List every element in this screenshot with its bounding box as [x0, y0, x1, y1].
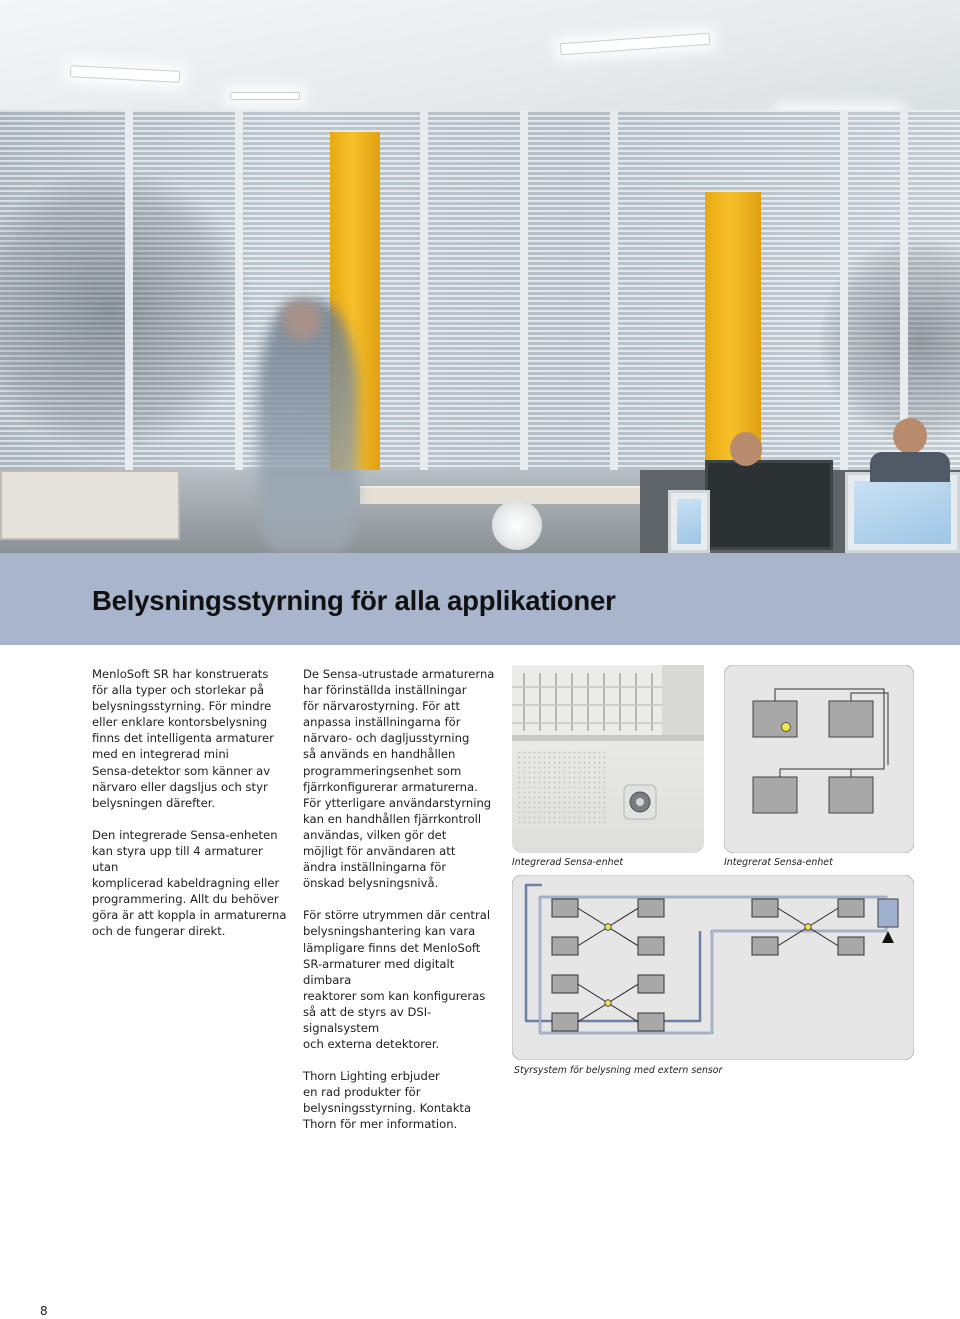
luminaire-box [838, 937, 864, 955]
blurred-person-head [282, 300, 322, 340]
ceiling-lamp [230, 92, 300, 100]
junction-dot [605, 1000, 611, 1006]
worker-head [893, 418, 927, 454]
page-number: 8 [40, 1304, 48, 1318]
luminaire-box [752, 899, 778, 917]
monitor-back [705, 460, 833, 550]
window-mullion [840, 110, 848, 490]
luminaire-caption: Integrerad Sensa-enhet [512, 857, 624, 868]
luminaire-box [638, 975, 664, 993]
luminaire-box [752, 937, 778, 955]
window-mullion [520, 110, 528, 490]
junction-dot [805, 924, 811, 930]
system-caption: Styrsystem för belysning med extern sensor [514, 1065, 723, 1076]
luminaire-box [552, 899, 578, 917]
luminaire-box [829, 701, 873, 737]
office-photo [0, 0, 960, 553]
paragraph: För större utrymmen där central belysningshantering kan vara lämpligare finns det MenloSoft SR-armaturer med digitalt dimbara reaktorer som kan konfigureras så att de styrs av DSI-signalsystem och externa detektorer. [303, 908, 491, 1052]
junction-dot [605, 924, 611, 930]
plotter-machine [0, 470, 180, 540]
worker-head [730, 432, 762, 466]
integrated-sensor-dot [782, 723, 791, 732]
paragraph: Thorn Lighting erbjuder en rad produkter för belysningsstyrning. Kontakta Thorn för mer information. [303, 1069, 472, 1132]
luminaire-figure [512, 665, 704, 853]
worker-body [870, 452, 950, 482]
grid-caption: Integrerat Sensa-enhet [724, 857, 833, 868]
luminaire-rim [512, 735, 704, 741]
luminaire-box [552, 975, 578, 993]
paragraph: Den integrerade Sensa-enheten kan styra upp till 4 armaturer utan komplicerad kabeldragning eller programmering. Allt du behöver göra är att koppla in armaturerna och de fungerar direkt. [92, 827, 287, 939]
text-column-middle [303, 666, 503, 1149]
computer-monitor [668, 490, 710, 553]
luminaire-box [638, 1013, 664, 1031]
luminaire-box [753, 701, 797, 737]
external-sensor-system-diagram [512, 875, 914, 1060]
computer-monitor [845, 472, 960, 553]
window-mullion [125, 110, 133, 490]
luminaire-box [638, 899, 664, 917]
desk-fan [492, 500, 542, 550]
window-mullion [610, 110, 618, 490]
luminaire-box [838, 899, 864, 917]
paragraph: MenloSoft SR har konstruerats för alla typer och storlekar på belysningsstyrning. För mindre eller enklare kontorsbelysning finns det intelligenta armaturer med en integrerad mini Sensa-detektor som känner av närvaro eller dagsljus och styr belysningen därefter. [92, 667, 274, 810]
window-mullion [235, 110, 243, 490]
window-mullion [420, 110, 428, 490]
luminaire-box [552, 1013, 578, 1031]
luminaire-side-frame [662, 665, 704, 739]
luminaire-box [552, 937, 578, 955]
perforated-panel [518, 751, 606, 825]
external-sensor [878, 899, 898, 927]
luminaire-box [753, 777, 797, 813]
integrated-grid-diagram [724, 665, 914, 853]
luminaire-box [829, 777, 873, 813]
title-band [0, 553, 960, 645]
page-title: Belysningsstyrning för alla applikationer [92, 585, 616, 616]
luminaire-box [638, 937, 664, 955]
sensa-sensor-dome [636, 798, 644, 806]
text-column-left [92, 666, 292, 956]
paragraph: De Sensa-utrustade armaturerna har förinställda inställningar för närvarostyrning. För att anpassa inställningarna för närvaro- och dagljusstyrning så används en handhållen programmeringsenhet som fjärrkonfigurerar armaturerna. För ytterligare användarstyrning kan en handhållen fjärrkontroll användas, vilken gör det möjligt för användaren att ändra inställningarna för önskad belysningsnivå. [303, 667, 495, 891]
